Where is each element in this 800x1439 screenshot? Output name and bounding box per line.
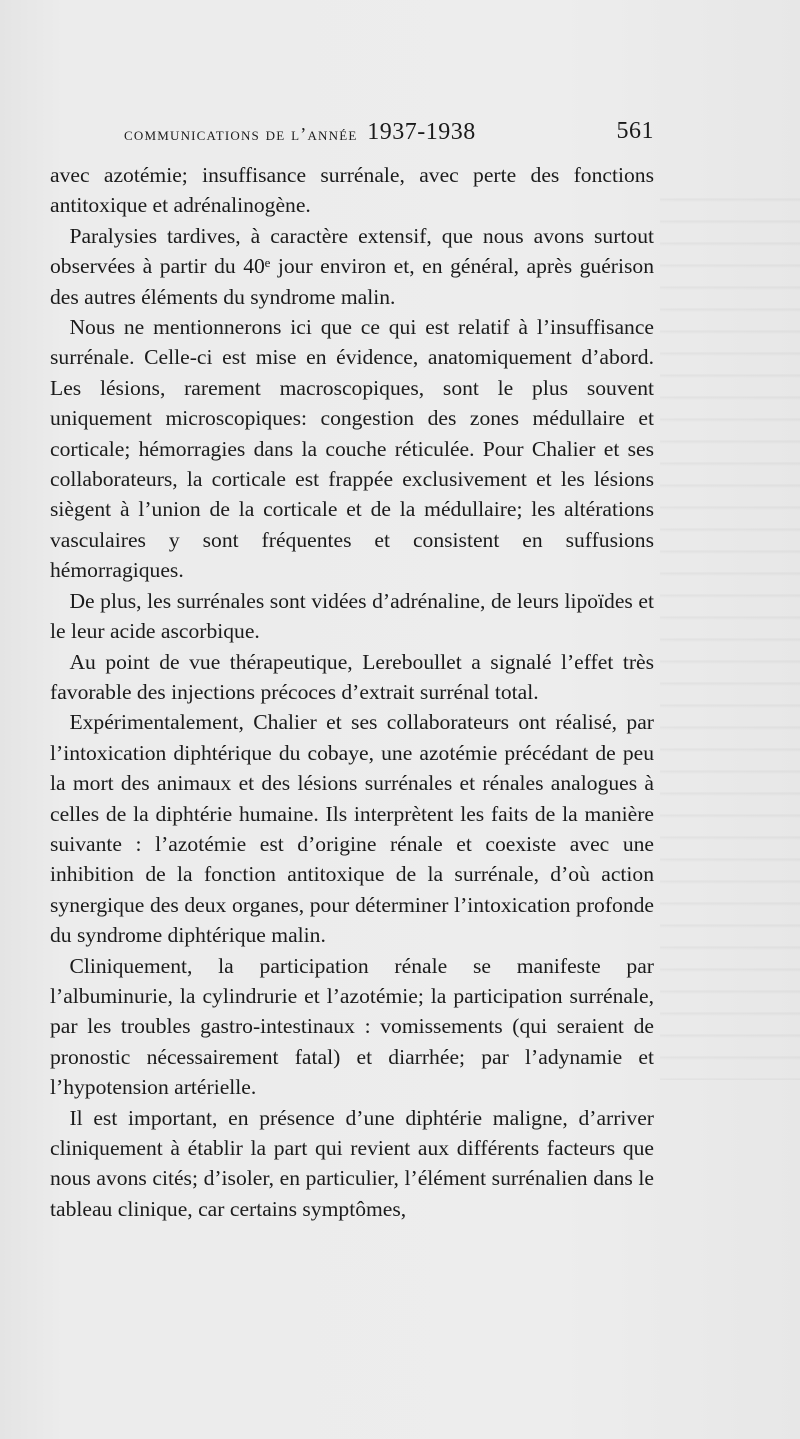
header-years: 1937-1938 xyxy=(367,119,476,145)
header-title-text: communications de l’année xyxy=(124,124,358,144)
paragraph: De plus, les surrénales sont vidées d’adrénaline, de leurs lipoïdes et le leur acide ascorbique. xyxy=(50,588,654,644)
body-text xyxy=(50,160,654,1224)
paragraph-continued: avec azotémie; insuffisance surrénale, avec perte des fonctions antitoxique et adrénalinogène. xyxy=(50,163,654,218)
paragraph: Cliniquement, la participation rénale se manifeste par l’albuminurie, la cylindrurie et l’azotémie; la participation surrénale, par les troubles gastro-intestinaux : vomissements (qui seraient de pronostic nécessairement fatal) et diarrhée; par l’adynamie et l’hypotension artérielle. xyxy=(50,953,654,1100)
paragraph: Paralysies tardives, à caractère extensif, que nous avons surtout observées à partir du 40ᵉ jour environ et, en général, après guérison des autres éléments du syndrome malin. xyxy=(50,223,654,309)
paragraph: Nous ne mentionnerons ici que ce qui est relatif à l’insuffisance surrénale. Celle-ci est mise en évidence, anatomiquement d’abord. Les lésions, rarement macroscopiques, sont le plus souvent uniquement microscopiques: congestion des zones médullaire et corticale; hémorragies dans la couche réticulée. Pour Chalier et ses collaborateurs, la corticale est frappée exclusivement et les lésions siègent à l’union de la corticale et de la médullaire; les altérations vasculaires y sont fréquentes et consistent en suffusions hémorragiques. xyxy=(50,315,654,583)
paragraph: Expérimentalement, Chalier et ses collaborateurs ont réalisé, par l’intoxication diphtérique du cobaye, une azotémie précédant de peu la mort des animaux et des lésions surrénales et rénales analogues à celles de la diphtérie humaine. Ils interprètent les faits de la manière suivante : l’azotémie est d’origine rénale et coexiste avec une inhibition de la fonction antitoxique de la surrénale, d’où action synergique des deux organes, pour déterminer l’intoxication profonde du syndrome diphtérique malin. xyxy=(50,710,654,948)
running-header xyxy=(124,116,654,150)
paragraph: Au point de vue thérapeutique, Lereboullet a signalé l’effet très favorable des injections précoces d’extrait surrénal total. xyxy=(50,649,654,704)
header-title xyxy=(124,120,476,147)
page-number: 561 xyxy=(616,118,654,144)
show-through-texture xyxy=(660,180,800,1080)
paragraph: Il est important, en présence d’une diphtérie maligne, d’arriver cliniquement à établir la part qui revient aux différents facteurs que nous avons cités; d’isoler, en particulier, l’élément surrénalien dans le tableau clinique, car certains symptômes, xyxy=(50,1105,654,1221)
